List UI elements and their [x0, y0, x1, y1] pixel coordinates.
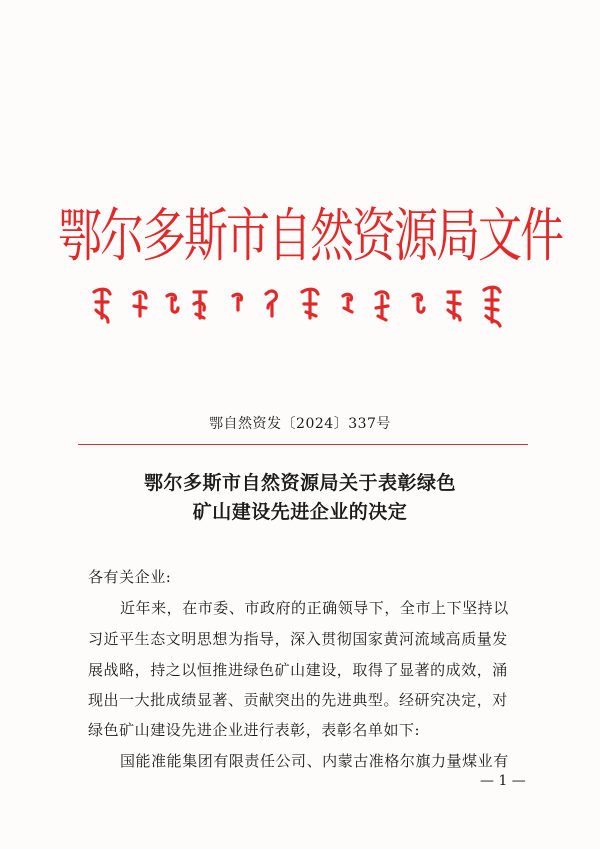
- body-line: 近年来，在市委、市政府的正确领导下，全市上下坚持以: [120, 599, 509, 617]
- decision-title-line-1: 鄂尔多斯市自然资源局关于表彰绿色: [143, 472, 456, 494]
- document-number: 鄂自然资发〔2024〕337号: [209, 416, 391, 432]
- body-line: 现出一大批成绩显著、贡献突出的先进典型。经研究决定，对: [88, 691, 508, 709]
- mongolian-script-title-icon: [88, 282, 520, 328]
- decision-title-line-2: 矿山建设先进企业的决定: [192, 501, 408, 523]
- red-divider-line: [78, 444, 528, 445]
- salutation: 各有关企业:: [88, 568, 172, 586]
- body-line: 国能准能集团有限责任公司、内蒙古准格尔旗力量煤业有: [120, 752, 509, 770]
- body-line: 习近平生态文明思想为指导，深入贯彻国家黄河流域高质量发: [88, 630, 508, 648]
- body-line: 绿色矿山建设先进企业进行表彰，表彰名单如下:: [88, 721, 421, 739]
- body-line: 展战略，持之以恒推进绿色矿山建设，取得了显著的成效，涌: [88, 661, 508, 679]
- issuer-masthead: 鄂尔多斯市自然资源局文件: [58, 202, 562, 270]
- page-number: — 1 —: [480, 773, 526, 789]
